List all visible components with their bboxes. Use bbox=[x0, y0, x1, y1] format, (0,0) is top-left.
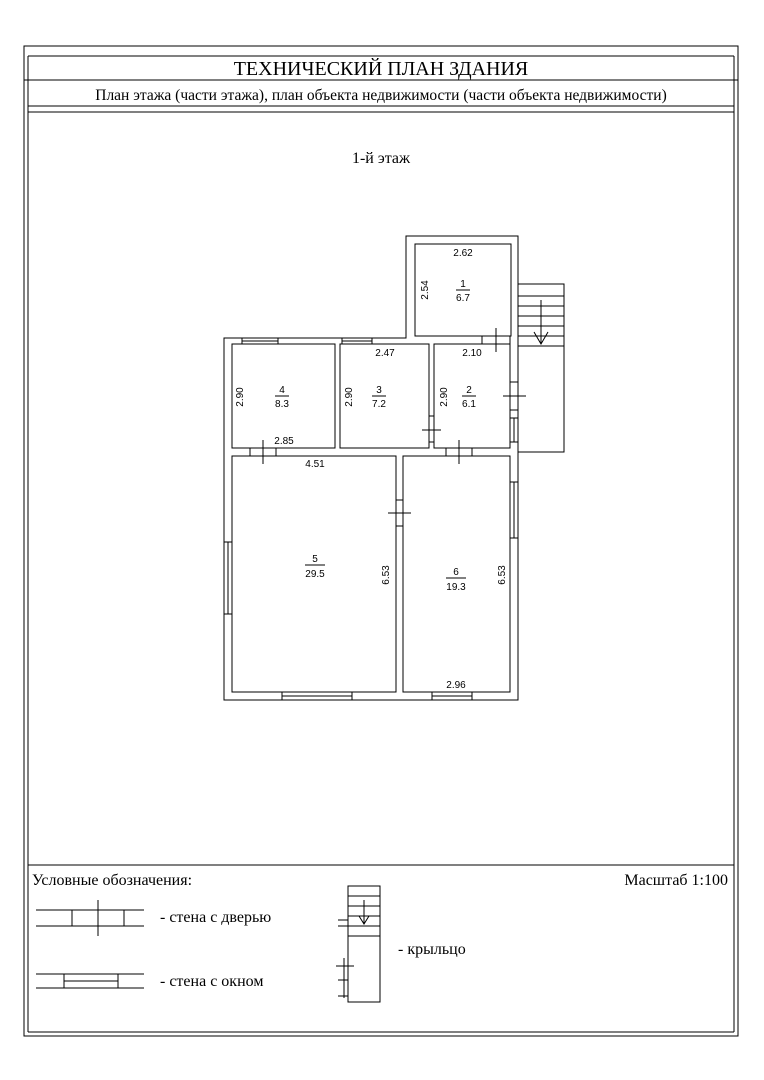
room-4-label bbox=[235, 385, 294, 447]
legend-title: Условные обозначения: bbox=[32, 872, 193, 889]
room-6-width: 2.96 bbox=[446, 680, 466, 691]
room-6-length: 6.53 bbox=[497, 565, 508, 585]
legend-porch-symbol bbox=[336, 886, 380, 1002]
svg-text:1: 1 bbox=[460, 279, 466, 290]
porch bbox=[518, 284, 564, 452]
room-5-label bbox=[305, 459, 392, 585]
scale-label: Масштаб 1:100 bbox=[624, 872, 728, 889]
legend-porch-label: - крыльцо bbox=[398, 941, 466, 958]
outer-wall bbox=[224, 236, 518, 700]
floor-label: 1-й этаж bbox=[351, 150, 411, 167]
floor-plan bbox=[224, 236, 564, 700]
room-1-label bbox=[420, 248, 473, 304]
svg-text:6: 6 bbox=[453, 567, 459, 578]
door bbox=[388, 500, 411, 526]
svg-text:8.3: 8.3 bbox=[275, 399, 289, 410]
room-2-length: 2.90 bbox=[439, 387, 450, 407]
legend-window-label: - стена с окном bbox=[160, 973, 264, 990]
legend-window-symbol bbox=[36, 974, 144, 988]
door bbox=[422, 416, 441, 442]
room-5-width: 4.51 bbox=[305, 459, 325, 470]
svg-text:3: 3 bbox=[376, 385, 382, 396]
svg-text:6.7: 6.7 bbox=[456, 293, 470, 304]
room-3-length: 2.90 bbox=[344, 387, 355, 407]
door bbox=[503, 382, 526, 410]
room-4-length: 2.90 bbox=[235, 387, 246, 407]
svg-text:2: 2 bbox=[466, 385, 472, 396]
svg-text:7.2: 7.2 bbox=[372, 399, 386, 410]
svg-text:4: 4 bbox=[279, 385, 285, 396]
door bbox=[446, 440, 472, 464]
room-5-length: 6.53 bbox=[381, 565, 392, 585]
room-3-label bbox=[344, 348, 395, 410]
room-6-label bbox=[446, 565, 508, 691]
legend-door-symbol bbox=[36, 900, 144, 936]
svg-text:5: 5 bbox=[312, 554, 318, 565]
room-2-label bbox=[439, 348, 482, 410]
room-1-width: 2.62 bbox=[453, 248, 473, 259]
sheet-title: ТЕХНИЧЕСКИЙ ПЛАН ЗДАНИЯ bbox=[233, 58, 529, 80]
door bbox=[250, 440, 276, 464]
room-2-width: 2.10 bbox=[462, 348, 482, 359]
svg-text:6.1: 6.1 bbox=[462, 399, 476, 410]
room-1-length: 2.54 bbox=[420, 280, 431, 300]
svg-text:19.3: 19.3 bbox=[446, 582, 466, 593]
svg-text:29.5: 29.5 bbox=[305, 569, 325, 580]
sheet-subtitle: План этажа (части этажа), план объекта недвижимости (части объекта недвижимости) bbox=[95, 87, 667, 104]
room-4-width: 2.85 bbox=[274, 436, 294, 447]
door bbox=[482, 328, 510, 352]
room-3-width: 2.47 bbox=[375, 348, 395, 359]
legend-door-label: - стена с дверью bbox=[160, 909, 272, 926]
